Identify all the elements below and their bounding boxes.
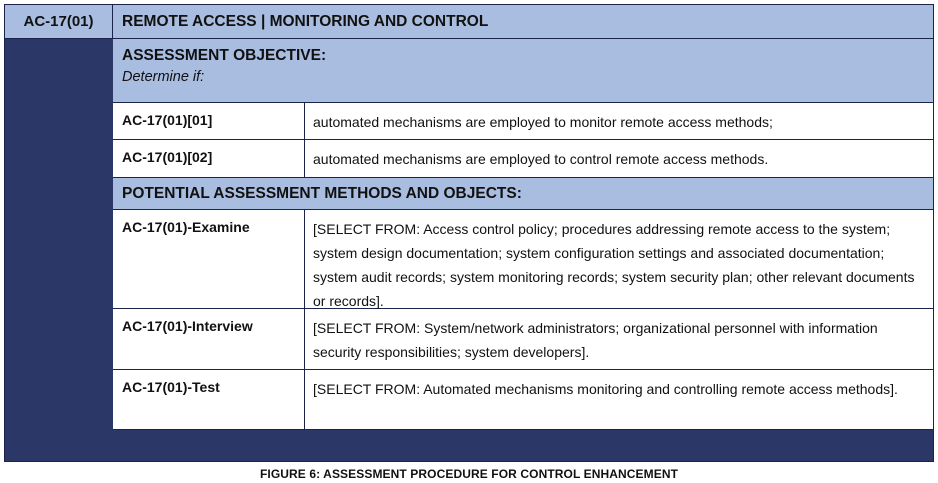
method-row-interview	[113, 309, 933, 370]
method-text: [SELECT FROM: Access control policy; procedures addressing remote access to the system; system design documentation; system configuration settings and associated documentation; system audit records; system monitoring records; system security plan; other relevant documents or records].	[313, 221, 915, 309]
objective-text: automated mechanisms are employed to control remote access methods.	[313, 151, 769, 167]
method-row-examine	[113, 210, 933, 309]
methods-heading: POTENTIAL ASSESSMENT METHODS AND OBJECTS:	[113, 178, 933, 210]
objective-id: AC-17(01)[02]	[113, 140, 305, 177]
assessment-procedure-table	[4, 4, 934, 462]
method-text: [SELECT FROM: Automated mechanisms monitoring and controlling remote access methods].	[313, 381, 898, 397]
assessment-objective-header	[113, 39, 933, 103]
objective-id: AC-17(01)[01]	[113, 103, 305, 139]
method-id: AC-17(01)-Test	[113, 370, 305, 429]
method-text: [SELECT FROM: System/network administrators; organizational personnel with information security responsibilities; system developers].	[313, 320, 878, 360]
method-id: AC-17(01)-Interview	[113, 309, 305, 369]
objective-text: automated mechanisms are employed to monitor remote access methods;	[313, 114, 773, 130]
determine-if-label: Determine if:	[122, 69, 205, 85]
method-row-test	[113, 370, 933, 430]
assessment-objective-heading: ASSESSMENT OBJECTIVE:	[122, 47, 327, 64]
control-title: REMOTE ACCESS | MONITORING AND CONTROL	[113, 5, 933, 39]
figure-caption: FIGURE 6: ASSESSMENT PROCEDURE FOR CONTROL ENHANCEMENT	[259, 467, 679, 481]
method-id: AC-17(01)-Examine	[113, 210, 305, 308]
control-id: AC-17(01)	[5, 5, 113, 39]
objective-row	[113, 103, 933, 140]
objective-row	[113, 140, 933, 178]
